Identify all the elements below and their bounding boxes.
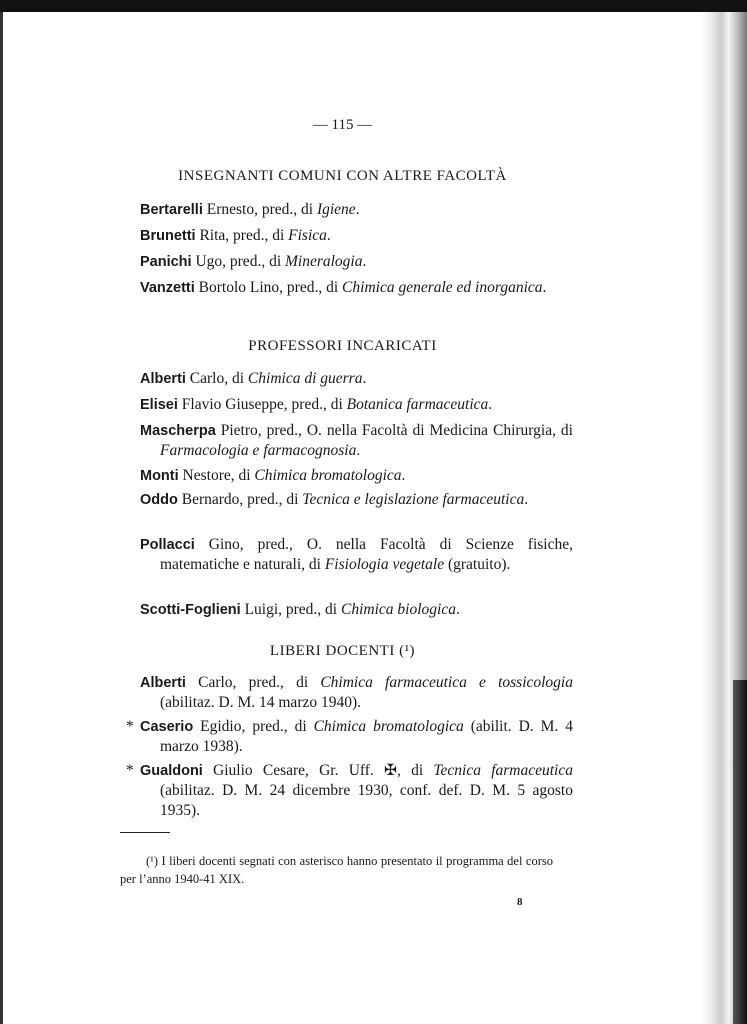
entry-text: Bortolo Lino, pred., di — [194, 279, 343, 296]
entry-name: Elisei — [140, 397, 178, 413]
entry — [140, 369, 573, 389]
entry-subject: Chimica farmaceutica e tossicologia — [320, 674, 573, 691]
entry-tail: . — [488, 396, 493, 413]
signature-mark: 8 — [517, 896, 523, 908]
entry — [140, 466, 573, 486]
entry-text: Ugo, pred., di — [191, 253, 285, 270]
entry — [140, 490, 573, 510]
entry-tail: . — [326, 227, 331, 244]
entry-subject: Botanica farmaceutica — [346, 396, 489, 413]
entry-name: Panichi — [140, 254, 192, 270]
section-heading-liberi: LIBERI DOCENTI (¹) — [269, 643, 416, 659]
entry-tail: . — [401, 467, 406, 484]
entry — [140, 600, 573, 620]
entry-text: Bernardo, pred., di — [177, 491, 303, 508]
entry — [140, 395, 573, 415]
entry-name: Caserio — [140, 719, 194, 735]
scan-left-edge — [0, 12, 3, 1024]
entry-text: Flavio Giuseppe, pred., di — [177, 396, 347, 413]
entry-tail: . — [455, 601, 460, 618]
entry-name: Alberti — [140, 371, 186, 387]
entry-subject: Chimica bromatologica — [254, 467, 402, 484]
entry-text: Rita, pred., di — [195, 227, 289, 244]
entry-text: Pietro, pred., O. nella Facoltà di Medicina Chirurgia, di — [215, 422, 573, 439]
entry-text: Luigi, pred., di — [240, 601, 341, 618]
entry-subject: Chimica bromatologica — [313, 718, 464, 735]
entry-text: Nestore, di — [178, 467, 255, 484]
page-number: — 115 — — [312, 117, 373, 133]
entry-subject: Tecnica e legislazione farmaceutica — [302, 491, 525, 508]
entry-tail: . — [524, 491, 529, 508]
entry-tail: . — [362, 253, 367, 270]
entry — [126, 761, 573, 821]
entry-name: Alberti — [140, 675, 186, 691]
entry-tail: (abilitaz. D. M. 24 dicembre 1930, conf. def. D. M. 5 agosto 1935). — [160, 782, 573, 819]
entry-tail: . — [356, 442, 361, 459]
entry-tail: . — [362, 370, 367, 387]
entry-subject: Chimica di guerra — [247, 370, 363, 387]
entry-name: Scotti-Foglieni — [140, 602, 241, 618]
entry-subject: Mineralogia — [285, 253, 363, 270]
entry-tail: (abilit. D. M. 4 marzo 1938). — [160, 718, 573, 755]
entry — [126, 717, 573, 757]
entry-tail: . — [355, 201, 360, 218]
section-heading-incaricati: PROFESSORI INCARICATI — [248, 338, 437, 354]
entry — [140, 226, 573, 246]
entry-subject: Chimica biologica — [341, 601, 456, 618]
entry — [140, 278, 573, 298]
entry-tail: (abilitaz. D. M. 14 marzo 1940). — [160, 694, 362, 711]
scan-top-edge — [0, 0, 747, 12]
entry-name: Gualdoni — [140, 763, 203, 779]
entry-subject: Farmacologia e farmacognosia — [160, 442, 357, 459]
entry-text: Carlo, di — [185, 370, 248, 387]
entry-name: Pollacci — [140, 537, 195, 553]
entry-text: Gino, pred., O. nella Facoltà di Scienze fisiche, matematiche e naturali, di — [160, 536, 573, 573]
entry-name: Brunetti — [140, 228, 196, 244]
entry-text: Giulio Cesare, Gr. Uff. ✠, di — [202, 762, 434, 779]
footnote-rule — [120, 832, 170, 833]
entry-tail: (gratuito). — [444, 556, 511, 573]
entry — [140, 200, 573, 220]
entry-name: Mascherpa — [140, 423, 216, 439]
entry — [140, 252, 573, 272]
entry — [140, 673, 573, 713]
entry — [140, 421, 573, 461]
entry-tail: . — [542, 279, 547, 296]
footnote: (¹) I liberi docenti segnati con asterisco hanno presentato il programma del corso per l’anno 1940-41 XIX. — [120, 854, 553, 886]
entry-text: Ernesto, pred., di — [202, 201, 317, 218]
section-heading-insegnanti: INSEGNANTI COMUNI CON ALTRE FACOLTÀ — [178, 168, 507, 184]
entry-name: Oddo — [140, 492, 178, 508]
entry-subject: Igiene — [316, 201, 356, 218]
entry-subject: Chimica generale ed inorganica — [342, 279, 543, 296]
entry-subject: Fisiologia vegetale — [324, 556, 445, 573]
entry-text: Carlo, pred., di — [185, 674, 321, 691]
scan-binding-shadow — [733, 680, 747, 1024]
entry-name: Monti — [140, 468, 179, 484]
entry-name: Bertarelli — [140, 202, 203, 218]
entry-subject: Fisica — [288, 227, 327, 244]
entry-text: Egidio, pred., di — [193, 718, 314, 735]
asterisk-mark: * — [126, 718, 134, 735]
entry-name: Vanzetti — [140, 280, 195, 296]
asterisk-mark: * — [126, 762, 134, 779]
entry-subject: Tecnica farmaceutica — [433, 762, 573, 779]
entry — [140, 535, 573, 575]
